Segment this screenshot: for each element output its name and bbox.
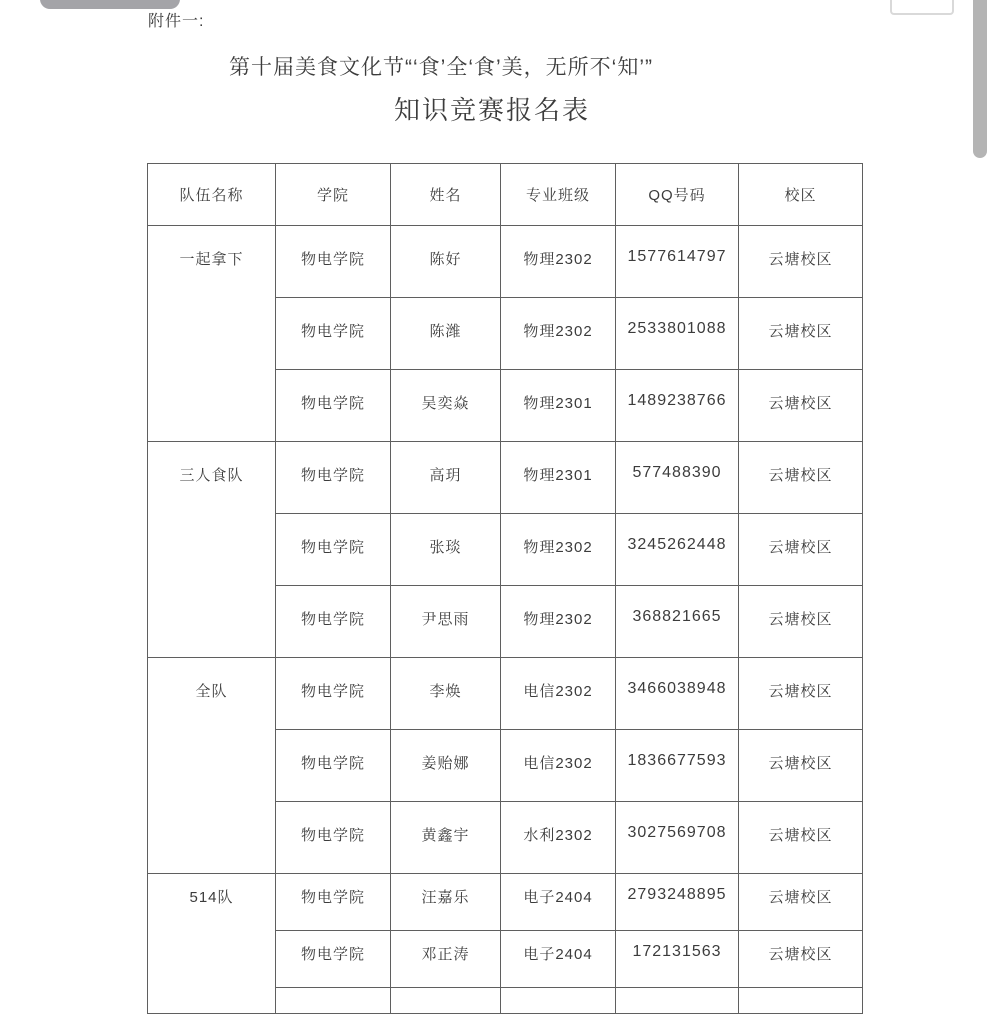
vertical-scrollbar-thumb[interactable] [973,0,987,158]
qq-cell: 3027569708 [616,802,739,874]
document-title-line1: 第十届美食文化节“‘食’全‘食’美，无所不‘知’” [229,56,653,79]
document-title-line2: 知识竞赛报名表 [393,95,591,125]
campus-cell: 云塘校区 [739,226,863,298]
header-class: 专业班级 [501,164,616,226]
campus-cell: 云塘校区 [739,658,863,730]
header-qq: QQ号码 [616,164,739,226]
campus-cell: 云塘校区 [739,298,863,370]
name-cell: 陈潍 [391,298,501,370]
empty-cell [739,988,863,1014]
qq-cell: 3466038948 [616,658,739,730]
class-cell: 物理2302 [501,514,616,586]
class-cell: 物理2301 [501,370,616,442]
college-cell: 物电学院 [276,442,391,514]
team-name-cell: 三人食队 [148,442,276,658]
class-cell: 物理2301 [501,442,616,514]
empty-cell [501,988,616,1014]
campus-cell: 云塘校区 [739,514,863,586]
name-cell: 吴奕焱 [391,370,501,442]
qq-cell: 1489238766 [616,370,739,442]
name-cell: 陈好 [391,226,501,298]
college-cell: 物电学院 [276,370,391,442]
class-cell: 物理2302 [501,586,616,658]
attachment-label: 附件一: [148,13,205,30]
empty-cell [276,988,391,1014]
college-cell: 物电学院 [276,874,391,931]
campus-cell: 云塘校区 [739,370,863,442]
header-campus: 校区 [739,164,863,226]
qq-cell: 3245262448 [616,514,739,586]
name-cell: 汪嘉乐 [391,874,501,931]
college-cell: 物电学院 [276,730,391,802]
college-cell: 物电学院 [276,931,391,988]
qq-cell: 1836677593 [616,730,739,802]
campus-cell: 云塘校区 [739,442,863,514]
header-name: 姓名 [391,164,501,226]
qq-cell: 172131563 [616,931,739,988]
name-cell: 高玥 [391,442,501,514]
college-cell: 物电学院 [276,514,391,586]
name-cell: 黄鑫宇 [391,802,501,874]
qq-cell: 2533801088 [616,298,739,370]
college-cell: 物电学院 [276,658,391,730]
registration-table-body [148,226,863,1014]
name-cell: 姜贻娜 [391,730,501,802]
top-right-button[interactable] [890,0,954,15]
registration-table [147,163,863,1014]
campus-cell: 云塘校区 [739,802,863,874]
qq-cell: 1577614797 [616,226,739,298]
table-row [148,226,863,298]
table-header-row [148,164,863,226]
name-cell: 邓正涛 [391,931,501,988]
table-row [148,442,863,514]
qq-cell: 368821665 [616,586,739,658]
table-row [148,874,863,931]
campus-cell: 云塘校区 [739,874,863,931]
team-name-cell: 514队 [148,874,276,1014]
class-cell: 电信2302 [501,730,616,802]
empty-cell [391,988,501,1014]
name-cell: 尹思雨 [391,586,501,658]
name-cell: 李焕 [391,658,501,730]
header-team: 队伍名称 [148,164,276,226]
team-name-cell: 一起拿下 [148,226,276,442]
empty-cell [616,988,739,1014]
name-cell: 张琰 [391,514,501,586]
class-cell: 电子2404 [501,874,616,931]
campus-cell: 云塘校区 [739,931,863,988]
college-cell: 物电学院 [276,226,391,298]
team-name-cell: 全队 [148,658,276,874]
class-cell: 水利2302 [501,802,616,874]
college-cell: 物电学院 [276,802,391,874]
qq-cell: 577488390 [616,442,739,514]
campus-cell: 云塘校区 [739,586,863,658]
class-cell: 物理2302 [501,226,616,298]
table-row [148,658,863,730]
qq-cell: 2793248895 [616,874,739,931]
header-college: 学院 [276,164,391,226]
class-cell: 电子2404 [501,931,616,988]
class-cell: 电信2302 [501,658,616,730]
college-cell: 物电学院 [276,586,391,658]
campus-cell: 云塘校区 [739,730,863,802]
class-cell: 物理2302 [501,298,616,370]
college-cell: 物电学院 [276,298,391,370]
